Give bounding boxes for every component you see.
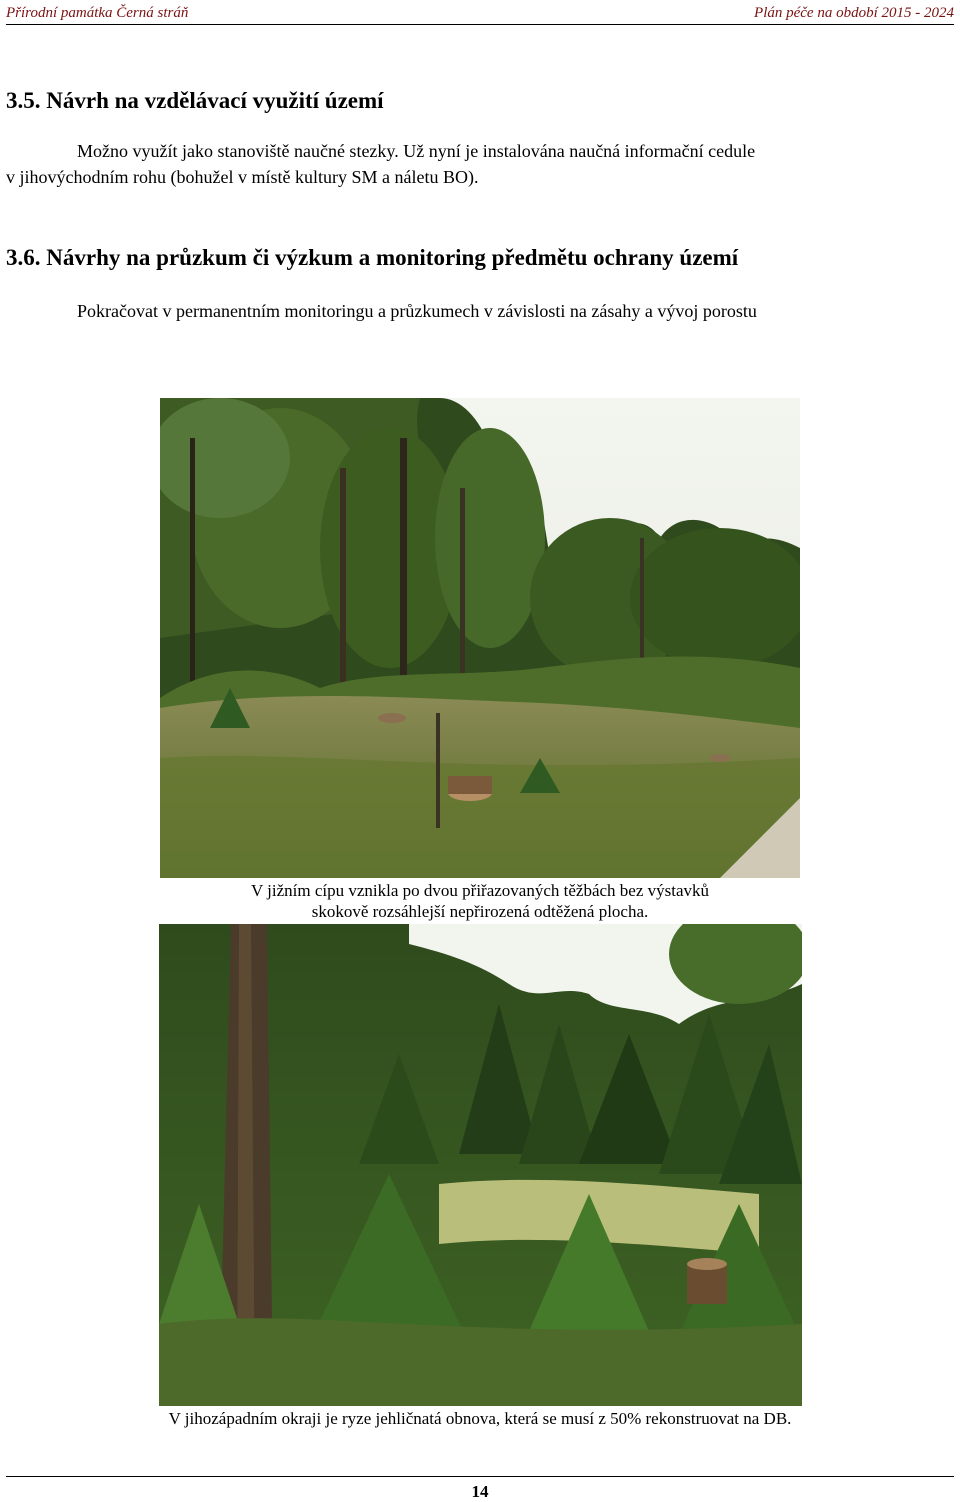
header-document-title: Přírodní památka Černá stráň <box>6 5 189 21</box>
section-3-5-line-2: v jihovýchodním rohu (bohužel v místě kultury SM a náletu BO). <box>6 167 479 187</box>
figure-1-caption-line-2: skokově rozsáhlejší nepřirozená odtěžená plocha. <box>311 902 649 921</box>
page-number: 14 <box>471 1482 489 1501</box>
figure-2-caption: V jihozápadním okraji je ryze jehličnatá obnova, která se musí z 50% rekonstruovat na DB. <box>168 1409 792 1428</box>
section-heading-3-6: 3.6. Návrhy na průzkum či výzkum a monitoring předmětu ochrany území <box>6 245 739 270</box>
header-plan-period: Plán péče na období 2015 - 2024 <box>754 5 954 21</box>
section-3-5-line-1: Možno využít jako stanoviště naučné stezky. Už nyní je instalována naučná informační cedule <box>77 141 756 161</box>
section-heading-3-5: 3.5. Návrh na vzdělávací využití území <box>6 88 384 113</box>
section-3-6-text: Pokračovat v permanentním monitoringu a průzkumech v závislosti na zásahy a vývoj porostu <box>77 301 757 321</box>
running-header <box>6 2 954 25</box>
conifer-regrowth-photo <box>159 924 802 1406</box>
forest-clearing-photo <box>160 398 800 878</box>
footer-divider <box>6 1476 954 1477</box>
figure-1-caption-line-1: V jižním cípu vznikla po dvou přiřazovaných těžbách bez výstavků <box>250 881 710 900</box>
